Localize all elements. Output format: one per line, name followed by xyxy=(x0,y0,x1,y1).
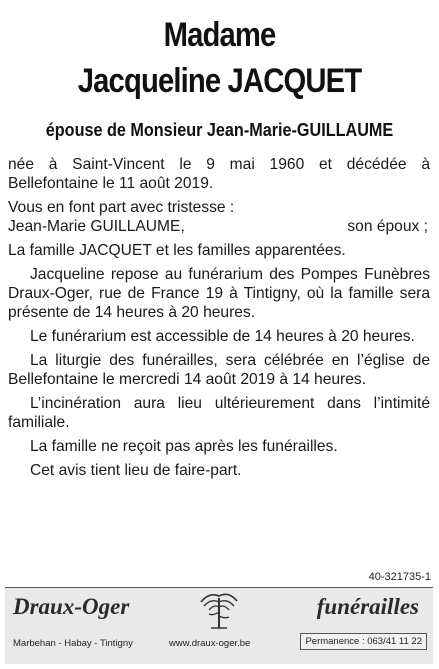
tree-icon xyxy=(195,590,243,630)
spouse-name: Jean-Marie GUILLAUME, xyxy=(8,218,185,235)
title-madame: Madame xyxy=(163,16,276,54)
spouse-line: épouse de Monsieur Jean-Marie-GUILLAUME xyxy=(45,120,394,140)
visiting-hours-paragraph: Le funérarium est accessible de 14 heures à 20 heures. xyxy=(30,328,415,345)
no-reception-paragraph: La famille ne reçoit pas après les funérailles. xyxy=(30,438,338,455)
reference-number: 40-321735-1 xyxy=(368,571,431,583)
funeral-service-label: funérailles xyxy=(316,594,419,619)
spouse-row xyxy=(8,217,430,236)
notice-note-paragraph: Cet avis tient lieu de faire-part. xyxy=(30,462,242,479)
towns-list: Marbehan - Habay - Tintigny xyxy=(13,638,133,649)
family-paragraph: La famille JACQUET et les familles apparentées. xyxy=(8,242,346,259)
website-link[interactable]: www.draux-oger.be xyxy=(169,638,251,649)
announcers-block xyxy=(8,198,430,236)
deceased-name: Jacqueline JACQUET xyxy=(77,62,362,100)
funeral-home-banner xyxy=(5,587,433,664)
notice-body xyxy=(8,155,430,485)
spouse-relation: son époux ; xyxy=(347,218,428,235)
liturgy-paragraph: La liturgie des funérailles, sera célébrée en l’église de Bellefontaine le mercredi 14 août 2019 à 14 heures. xyxy=(8,352,430,388)
funerarium-paragraph: Jacqueline repose au funérarium des Pompes Funèbres Draux-Oger, rue de France 19 à Tintigny, où la famille sera présente de 14 heures à 20 heures. xyxy=(8,266,430,321)
birth-death-paragraph: née à Saint-Vincent le 9 mai 1960 et décédée à Bellefontaine le 11 août 2019. xyxy=(8,156,430,192)
funeral-home-brand: Draux-Oger xyxy=(13,594,130,619)
cremation-paragraph: L’incinération aura lieu ultérieurement dans l’intimité familiale. xyxy=(8,395,430,431)
permanence-phone: Permanence : 063/41 11 22 xyxy=(300,633,427,650)
announcers-intro: Vous en font part avec tristesse : xyxy=(8,199,235,216)
